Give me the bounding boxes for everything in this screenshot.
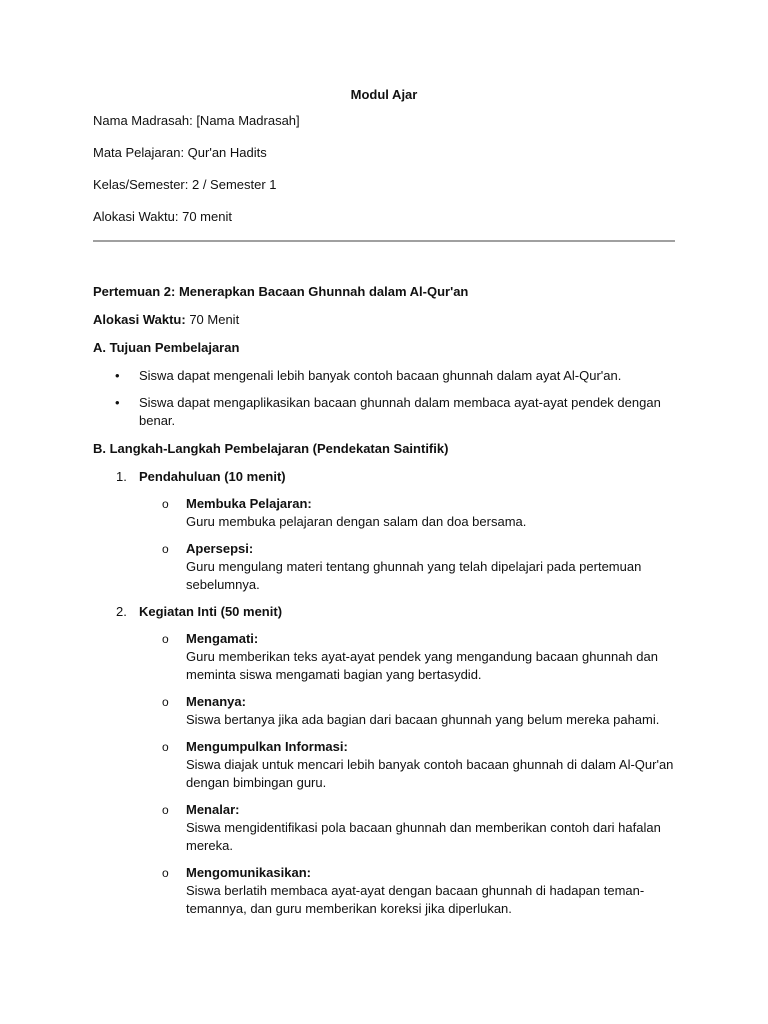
meta-time: Alokasi Waktu: 70 menit: [93, 209, 232, 224]
list-item: [93, 367, 675, 385]
horizontal-divider: [93, 240, 675, 242]
activity-title: Mengomunikasikan:: [186, 865, 311, 880]
circle-bullet-icon: o: [162, 632, 169, 646]
step-number: 1.: [116, 469, 127, 484]
activity-text: Siswa berlatih membaca ayat-ayat dengan bacaan ghunnah di hadapan teman-temannya, dan guru memberikan koreksi jika diperlukan.: [186, 883, 645, 916]
list-item: [93, 540, 675, 594]
circle-bullet-icon: o: [162, 740, 169, 754]
document-title: Modul Ajar: [350, 87, 418, 102]
activity-title: Menalar:: [186, 802, 240, 817]
list-item: [93, 495, 675, 531]
activity-title: Mengumpulkan Informasi:: [186, 739, 348, 754]
list-item: [93, 630, 675, 684]
meeting-time-value: 70 Menit: [185, 312, 240, 327]
meeting-title: Pertemuan 2: Menerapkan Bacaan Ghunnah dalam Al-Qur'an: [93, 284, 469, 299]
activity-title: Mengamati:: [186, 631, 259, 646]
step-label: Pendahuluan (10 menit): [139, 469, 286, 484]
activity-text: Siswa mengidentifikasi pola bacaan ghunnah dan memberikan contoh dari hafalan mereka.: [186, 820, 661, 853]
step-heading: [93, 468, 675, 486]
step-number: 2.: [116, 604, 127, 619]
bullet-icon: •: [115, 395, 120, 410]
list-item: [93, 693, 675, 729]
meta-subject: Mata Pelajaran: Qur'an Hadits: [93, 145, 267, 160]
meeting-time: [93, 311, 675, 329]
meta-madrasah: Nama Madrasah: [Nama Madrasah]: [93, 113, 300, 128]
activity-title: Membuka Pelajaran:: [186, 496, 312, 511]
activity-text: Siswa diajak untuk mencari lebih banyak contoh bacaan ghunnah di dalam Al-Qur'an dengan bimbingan guru.: [186, 757, 674, 790]
bullet-icon: •: [115, 368, 120, 383]
objective-text: Siswa dapat mengaplikasikan bacaan ghunnah dalam membaca ayat-ayat pendek dengan benar.: [139, 395, 661, 428]
objectives-list: [93, 367, 675, 430]
meta-class: Kelas/Semester: 2 / Semester 1: [93, 177, 277, 192]
list-item: [93, 801, 675, 855]
step-items: [93, 495, 675, 594]
objective-text: Siswa dapat mengenali lebih banyak contoh bacaan ghunnah dalam ayat Al-Qur'an.: [139, 368, 622, 383]
section-b-heading: B. Langkah-Langkah Pembelajaran (Pendekatan Saintifik): [93, 441, 449, 456]
document-page: [93, 86, 675, 927]
circle-bullet-icon: o: [162, 542, 169, 556]
activity-text: Guru memberikan teks ayat-ayat pendek yang mengandung bacaan ghunnah dan meminta siswa mengamati bagian yang bertasydid.: [186, 649, 658, 682]
list-item: [93, 738, 675, 792]
circle-bullet-icon: o: [162, 497, 169, 511]
activity-text: Guru mengulang materi tentang ghunnah yang telah dipelajari pada pertemuan sebelumnya.: [186, 559, 642, 592]
meeting-time-label: Alokasi Waktu:: [93, 312, 186, 327]
circle-bullet-icon: o: [162, 866, 169, 880]
step-label: Kegiatan Inti (50 menit): [139, 604, 283, 619]
activity-title: Menanya:: [186, 694, 246, 709]
activity-title: Apersepsi:: [186, 541, 254, 556]
list-item: [93, 394, 675, 430]
section-a-heading: A. Tujuan Pembelajaran: [93, 340, 240, 355]
list-item: [93, 864, 675, 918]
circle-bullet-icon: o: [162, 803, 169, 817]
activity-text: Guru membuka pelajaran dengan salam dan doa bersama.: [186, 514, 527, 529]
activity-text: Siswa bertanya jika ada bagian dari bacaan ghunnah yang belum mereka pahami.: [186, 712, 660, 727]
step-items: [93, 630, 675, 918]
step-heading: [93, 603, 675, 621]
circle-bullet-icon: o: [162, 695, 169, 709]
